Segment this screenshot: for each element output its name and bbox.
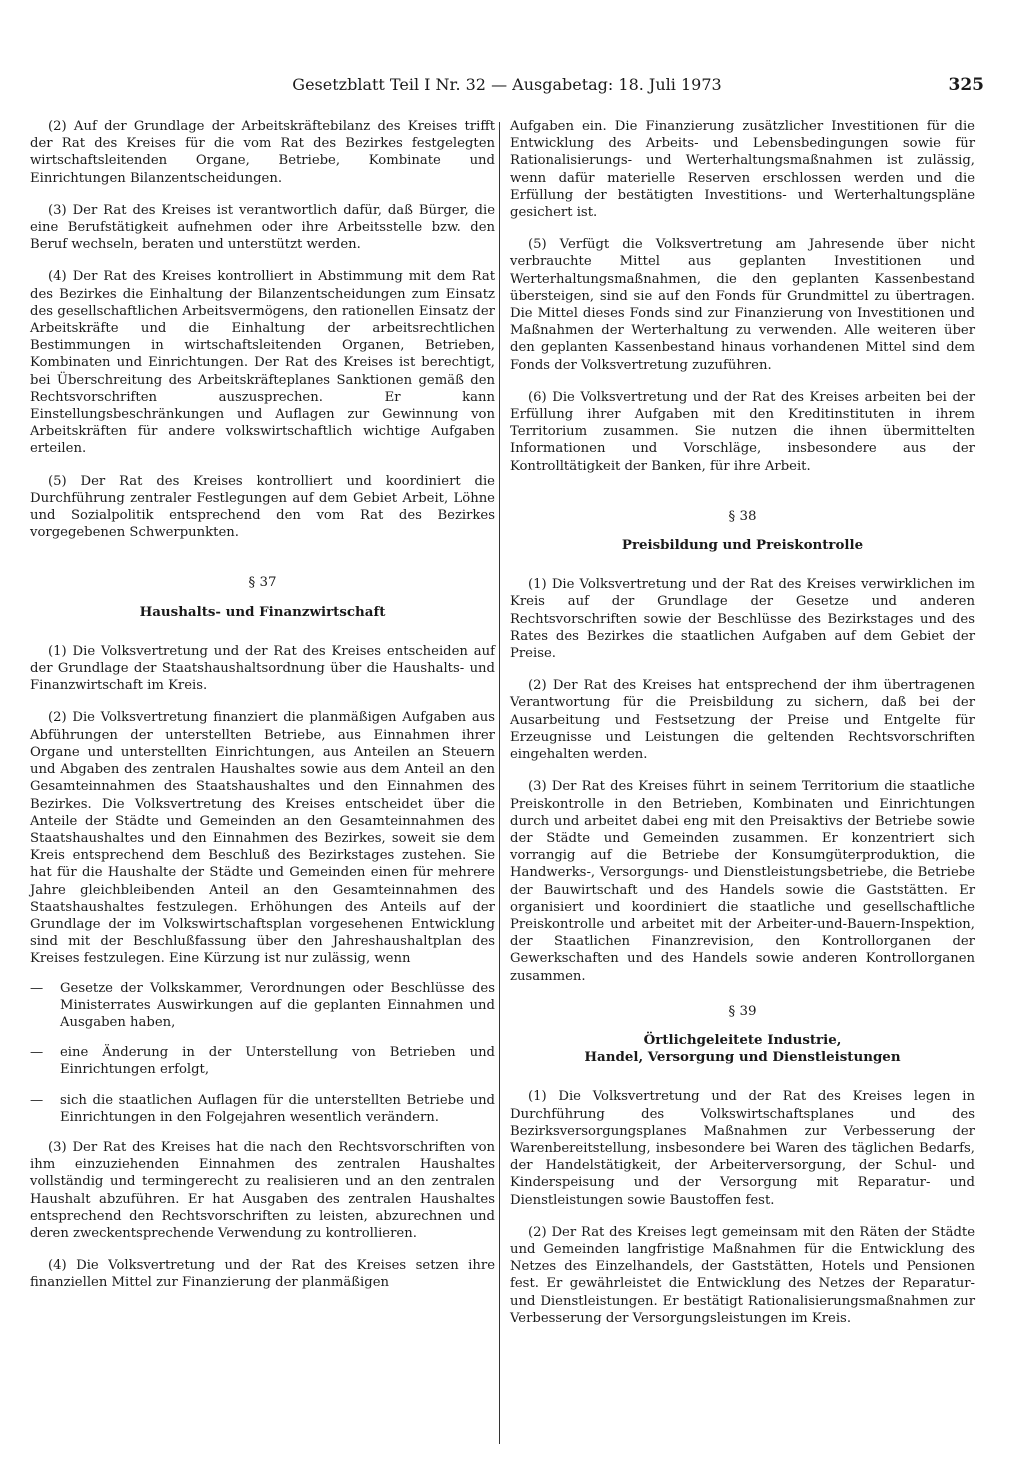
header-title: Gesetzblatt Teil I Nr. 32 — Ausgabetag: 18. Juli 1973 — [292, 75, 722, 94]
condition-list — [30, 980, 495, 1126]
paragraph-art38-3: (3) Der Rat des Kreises führt in seinem Territorium die staatliche Preiskontrolle in den Betrieben, Kombinaten und Einrichtungen durch und arbeitet dabei eng mit den Preisaktivs der Betriebe sowie der Städte und Gemeinden zusammen. Er konzentriert sich vorrangig auf die Betriebe der Konsumgüterproduktion, die Handwerks-, Versorgungs- und Dienstleistungsbetriebe, die Betriebe der Bauwirtschaft und des Handels sowie die Gaststätten. Er organisiert und koordiniert die staatliche und gesellschaftliche Preiskontrolle und arbeitet mit der Arbeiter-und-Bauern-Inspektion, der Staatlichen Finanzrevision, den Kontrollorganen der Gewerkschaften und des Handels sowie anderen Kontrollorganen zusammen. — [510, 779, 975, 984]
section-37-heading: Haushalts- und Finanzwirtschaft — [139, 603, 386, 620]
left-column — [30, 118, 495, 1292]
paragraph-art36-4: (4) Der Rat des Kreises kontrolliert in Abstimmung mit dem Rat des Bezirkes die Einhaltung der Bilanzentscheidungen zum Einsatz des gesellschaftlichen Arbeitsvermögens, den rationellen Einsatz der Arbeitskräfte und die Einhaltung der arbeitsrechtlichen Bestimmungen in wirtschaftsleitenden Organen, Betrieben, Kombinaten und Einrichtungen. Der Rat des Kreises ist berechtigt, bei Überschreitung des Arbeitskräfteplanes Sanktionen gemäß den Rechtsvorschriften auszusprechen. Er kann Einstellungsbeschränkungen und Auflagen zur Gewinnung von Arbeitskräften für andere volkswirtschaftlich wichtige Aufgaben erteilen. — [30, 269, 495, 457]
list-item — [30, 980, 495, 1032]
list-item — [30, 1092, 495, 1126]
paragraph-art37-4-continued: Aufgaben ein. Die Finanzierung zusätzlicher Investitionen für die Entwicklung des Arbeits- und Lebensbedingungen sowie für Rationalisierungs- und Werterhaltungsmaßnahmen ist zulässig, wenn dafür materielle Reserven erschlossen werden und die Erfüllung der bestätigten Investitions- und Werterhaltungspläne gesichert ist. — [510, 119, 975, 221]
right-column — [510, 118, 975, 1342]
section-39-heading-line2: Handel, Versorgung und Dienstleistungen — [584, 1049, 901, 1066]
section-37-number: § 37 — [248, 575, 277, 591]
paragraph-art36-2: (2) Auf der Grundlage der Arbeitskräftebilanz des Kreises trifft der Rat des Kreises für die vom Rat des Bezirkes festgelegten wirtschaftsleitenden Organe, Betriebe, Kombinate und Einrichtungen Bilanzentscheidungen. — [30, 119, 495, 186]
dash-marker: — — [30, 1092, 44, 1108]
list-item-text: Gesetze der Volkskammer, Verordnungen oder Beschlüsse des Ministerrates Auswirkungen auf die geplanten Einnahmen und Ausgaben haben, — [60, 980, 495, 1030]
dash-marker: — — [30, 980, 44, 996]
paragraph-art37-3: (3) Der Rat des Kreises hat die nach den Rechtsvorschriften von ihm einzuziehenden Einnahmen des zentralen Haushaltes vollständig und termingerecht zu realisieren und an den zentralen Haushalt abzuführen. Er hat Ausgaben des zentralen Haushaltes entsprechend den Rechtsvorschriften zu leisten, abzurechnen und deren zweckentsprechende Verwendung zu kontrollieren. — [30, 1139, 495, 1241]
page-number: 325 — [948, 75, 984, 95]
section-39-heading-line1: Örtlichgeleitete Industrie, — [643, 1031, 842, 1048]
section-39-heading — [510, 1032, 975, 1066]
paragraph-art38-2: (2) Der Rat des Kreises hat entsprechend der ihm übertragenen Verantwortung für die Preisbildung zu sichern, daß bei der Ausarbeitung und Festsetzung der Preise und Entgelte für Erzeugnisse und Leistungen die geltenden Rechtsvorschriften eingehalten werden. — [510, 678, 975, 763]
page-header — [30, 74, 984, 100]
section-38-number: § 38 — [728, 508, 757, 524]
paragraph-art38-1: (1) Die Volksvertretung und der Rat des Kreises verwirklichen im Kreis auf der Grundlage der Gesetze und anderen Rechtsvorschriften sowie der Beschlüsse des Bezirkstages und des Rates des Bezirkes die staatlichen Aufgaben auf dem Gebiet der Preise. — [510, 577, 975, 662]
section-38-heading: Preisbildung und Preiskontrolle — [621, 537, 864, 554]
section-39-number: § 39 — [728, 1003, 757, 1019]
column-divider — [499, 122, 500, 1444]
dash-marker: — — [30, 1045, 44, 1061]
paragraph-art37-5: (5) Verfügt die Volksvertretung am Jahresende über nicht verbrauchte Mittel aus geplanten Investitionen und Werterhaltungsmaßnahmen, die den geplanten Kassenbestand übersteigen, sind sie auf den Fonds für Grundmittel zu übertragen. Die Mittel dieses Fonds sind zur Finanzierung von Investitionen und Maßnahmen der Werterhaltung zu verwenden. Alle weiteren über den geplanten Kassenbestand hinaus vorhandenen Mittel sind dem Fonds der Volksvertretung zuzuführen. — [510, 237, 975, 373]
paragraph-art36-3: (3) Der Rat des Kreises ist verantwortlich dafür, daß Bürger, die eine Berufstätigkeit aufnehmen oder ihre Arbeitsstelle bzw. den Beruf wechseln, beraten und unterstützt werden. — [30, 202, 495, 253]
paragraph-art37-4: (4) Die Volksvertretung und der Rat des Kreises setzen ihre finanziellen Mittel zur Finanzierung der planmäßigen — [30, 1258, 495, 1291]
list-item-text: eine Änderung in der Unterstellung von Betrieben und Einrichtungen erfolgt, — [60, 1045, 495, 1078]
paragraph-art37-1: (1) Die Volksvertretung und der Rat des Kreises entscheiden auf der Grundlage der Staatshaushaltsordnung über die Haushalts- und Finanzwirtschaft im Kreis. — [30, 643, 495, 694]
list-item-text: sich die staatlichen Auflagen für die unterstellten Betriebe und Einrichtungen in den Folgejahren wesentlich verändern. — [60, 1092, 495, 1125]
paragraph-art37-6: (6) Die Volksvertretung und der Rat des Kreises arbeiten bei der Erfüllung ihrer Aufgaben mit den Kreditinstituten in ihrem Territorium zusammen. Sie nutzen die ihnen übermittelten Informationen und Vorschläge, insbesondere aus der Kontrolltätigkeit der Banken, für ihre Arbeit. — [510, 389, 975, 474]
paragraph-art36-5: (5) Der Rat des Kreises kontrolliert und koordiniert die Durchführung zentraler Festlegungen auf dem Gebiet Arbeit, Löhne und Sozialpolitik entsprechend den vom Rat des Bezirkes vorgegebenen Schwerpunkten. — [30, 473, 495, 541]
paragraph-art39-1: (1) Die Volksvertretung und der Rat des Kreises legen in Durchführung des Volkswirtschaftsplanes und des Bezirksversorgungsplanes Maßnahmen zur Verbesserung der Warenbereitstellung, insbesondere bei Waren des täglichen Bedarfs, der Handelstätigkeit, der Arbeiterversorgung, der Schul- und Kinderspeisung und der Versorgung mit Reparatur- und Dienstleistungen sowie Baustoffen fest. — [510, 1089, 975, 1208]
paragraph-art37-2: (2) Die Volksvertretung finanziert die planmäßigen Aufgaben aus Abführungen der unterstellten Betriebe, aus Einnahmen ihrer Organe und unterstellten Einrichtungen, aus Anteilen an Steuern und Abgaben des zentralen Haushaltes sowie aus dem Anteil an den Gesamteinnahmen des Staatshaushaltes und den Einnahmen des Bezirkes. Die Volksvertretung des Kreises entscheidet über die Anteile der Städte und Gemeinden an den Gesamteinnahmen des Staatshaushaltes und den Einnahmen des Bezirkes, soweit sie dem Kreis entsprechend dem Beschluß des Bezirkstages zustehen. Sie hat für die Haushalte der Städte und Gemeinden einen für mehrere Jahre gleichbleibenden Anteil an den Gesamteinnahmen des Staatshaushaltes festzulegen. Erhöhungen des Anteils auf der Grundlage der im Volkswirtschaftsplan vorgesehenen Entwicklung sind mit der Beschlußfassung über den Jahreshaushaltplan des Kreises festzulegen. Eine Kürzung ist nur zulässig, wenn — [30, 710, 495, 967]
paragraph-art39-2: (2) Der Rat des Kreises legt gemeinsam mit den Räten der Städte und Gemeinden langfristige Maßnahmen für die Entwicklung des Netzes des Einzelhandels, der Gaststätten, Hotels und Pensionen fest. Er gewährleistet die Entwicklung des Netzes der Reparatur- und Dienstleistungen. Er bestätigt Rationalisierungsmaßnahmen zur Verbesserung der Versorgungsleistungen im Kreis. — [510, 1224, 975, 1326]
list-item — [30, 1044, 495, 1078]
